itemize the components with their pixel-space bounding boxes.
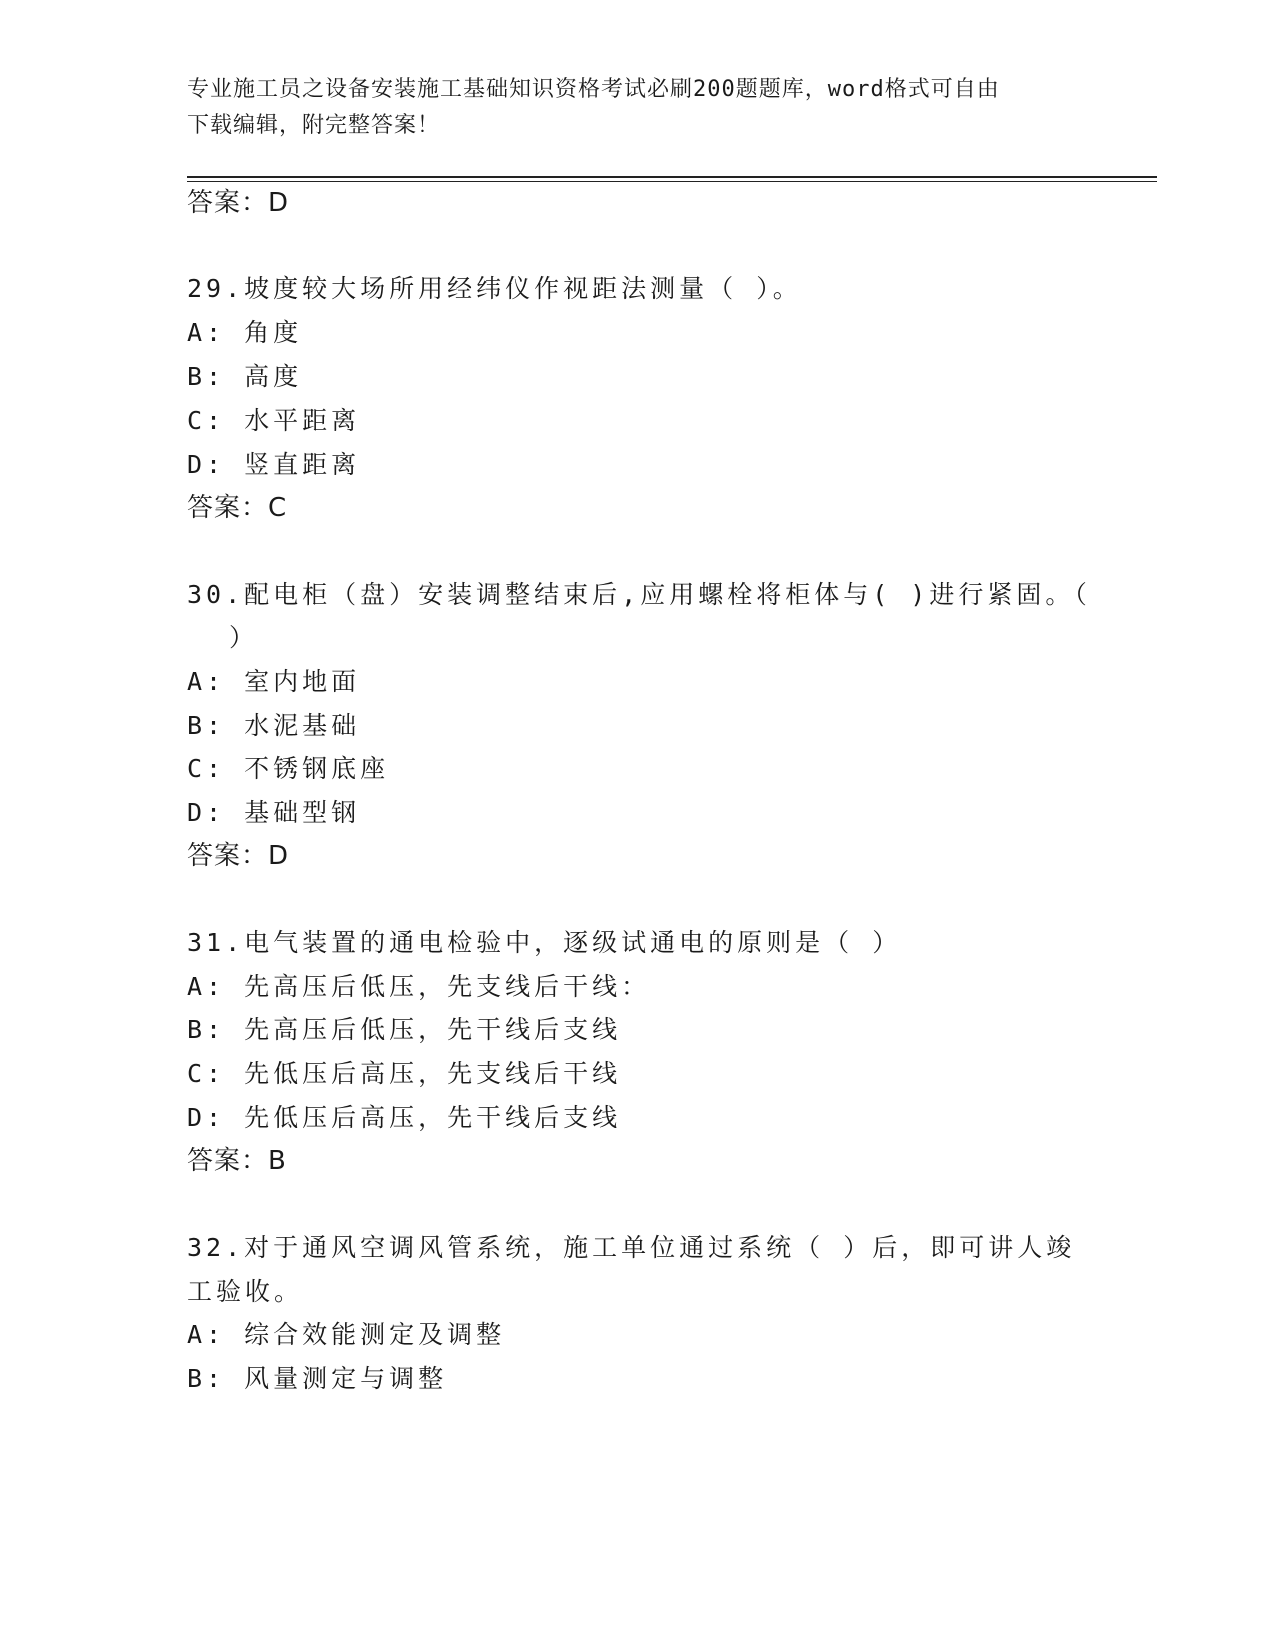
- question-31-option-d: D: 先低压后高压，先干线后支线: [187, 1103, 622, 1132]
- question-29-stem: 29.坡度较大场所用经纬仪作视距法测量（ ）。: [187, 274, 802, 303]
- question-29-option-c: C: 水平距离: [187, 406, 361, 435]
- question-29-answer: 答案：C: [187, 493, 288, 523]
- question-30-option-c: C: 不锈钢底座: [187, 754, 390, 783]
- question-32-stem: 32.对于通风空调风管系统，施工单位通过系统（ ）后，即可讲人竣: [187, 1233, 1076, 1262]
- question-29-option-a: A: 角度: [187, 318, 303, 347]
- question-31-stem: 31.电气装置的通电检验中，逐级试通电的原则是（ ）: [187, 928, 902, 957]
- header-line-2: 下载编辑，附完整答案！: [187, 113, 441, 138]
- question-32-stem-continued: 工验收。: [187, 1277, 304, 1306]
- question-31-option-c: C: 先低压后高压，先支线后干线: [187, 1059, 622, 1088]
- question-31-option-b: B: 先高压后低压，先干线后支线: [187, 1015, 622, 1044]
- question-30-option-a: A: 室内地面: [187, 667, 361, 696]
- question-30-answer: 答案：D: [187, 841, 290, 871]
- header-line-1: 专业施工员之设备安装施工基础知识资格考试必刷200题题库，word格式可自由: [187, 77, 1000, 102]
- document-header: [187, 72, 1067, 144]
- question-30-stem-continued: ）: [229, 623, 259, 652]
- question-30-stem: 30.配电柜（盘）安装调整结束后,应用螺栓将柜体与( )进行紧固。（: [187, 580, 1091, 609]
- header-divider-thick: [187, 176, 1157, 178]
- question-32-option-a: A: 综合效能测定及调整: [187, 1320, 506, 1349]
- question-29-option-b: B: 高度: [187, 362, 303, 391]
- question-31-option-a: A: 先高压后低压，先支线后干线：: [187, 972, 651, 1001]
- header-divider-thin: [187, 181, 1157, 182]
- question-30-option-b: B: 水泥基础: [187, 711, 361, 740]
- previous-answer: 答案：D: [187, 188, 290, 218]
- question-32-option-b: B: 风量测定与调整: [187, 1364, 448, 1393]
- question-30-option-d: D: 基础型钢: [187, 798, 361, 827]
- question-29-option-d: D: 竖直距离: [187, 450, 361, 479]
- question-31-answer: 答案：B: [187, 1146, 287, 1176]
